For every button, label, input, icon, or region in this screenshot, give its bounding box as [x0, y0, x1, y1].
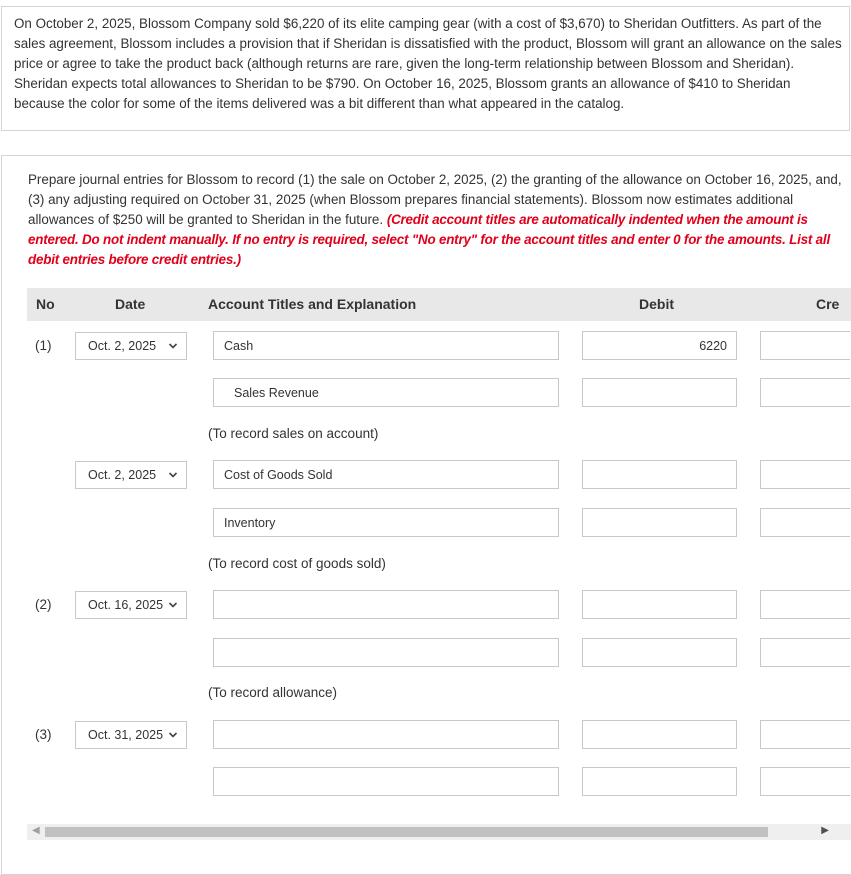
date-value: Oct. 31, 2025 — [88, 728, 164, 742]
debit-input[interactable] — [582, 767, 737, 796]
date-select[interactable] — [75, 461, 187, 489]
debit-input[interactable] — [582, 460, 737, 489]
credit-input[interactable] — [760, 460, 850, 489]
entry-number: (2) — [35, 597, 52, 612]
account-value: Cost of Goods Sold — [224, 468, 333, 482]
header-date: Date — [115, 296, 146, 312]
date-select[interactable] — [75, 591, 187, 619]
account-input[interactable] — [213, 638, 559, 667]
account-input[interactable] — [213, 767, 559, 796]
prompt-text — [28, 170, 843, 270]
account-value: Cash — [224, 339, 254, 353]
credit-input[interactable] — [760, 508, 850, 537]
credit-input[interactable] — [760, 720, 850, 749]
chevron-down-icon — [168, 467, 178, 486]
date-value: Oct. 16, 2025 — [88, 598, 164, 612]
account-input[interactable] — [213, 378, 559, 407]
credit-input[interactable] — [760, 331, 850, 360]
account-input[interactable] — [213, 720, 559, 749]
horizontal-scrollbar[interactable] — [27, 824, 851, 840]
entry-number: (1) — [35, 338, 52, 353]
scrollbar-thumb[interactable] — [45, 827, 768, 837]
debit-input[interactable] — [582, 590, 737, 619]
date-value: Oct. 2, 2025 — [88, 339, 157, 353]
header-debit: Debit — [639, 296, 674, 312]
entry-explanation: (To record cost of goods sold) — [208, 556, 386, 571]
chevron-down-icon — [168, 727, 178, 746]
credit-input[interactable] — [760, 590, 850, 619]
date-select[interactable] — [75, 721, 187, 749]
date-value: Oct. 2, 2025 — [88, 468, 157, 482]
account-input[interactable] — [213, 508, 559, 537]
triangle-right-icon[interactable]: ▶ — [821, 825, 829, 836]
entry-number: (3) — [35, 727, 52, 742]
account-input[interactable] — [213, 331, 559, 360]
debit-input[interactable] — [582, 331, 737, 360]
header-account: Account Titles and Explanation — [208, 296, 417, 312]
account-input[interactable] — [213, 590, 559, 619]
question-text: On October 2, 2025, Blossom Company sold $6,220 of its elite camping gear (with a cost of $3,670) to Sheridan Outfitters. As part of the sales agreement, Blossom includes a provision that if Sheridan is dissatisfied with the product, Blossom will grant an allowance on the sales price or agree to take the product back (although returns are rare, given the long-term relationship between Blossom and Sheridan). Sheridan expects total allowances to Sheridan to be $790. On October 16, 2025, Blossom grants an allowance of $410 to Sheridan because the color for some of the items delivered was a bit different than what appeared in the catalog. — [14, 16, 842, 111]
account-value: Sales Revenue — [234, 386, 319, 400]
journal-table-header — [27, 288, 851, 321]
credit-input[interactable] — [760, 767, 850, 796]
debit-input[interactable] — [582, 378, 737, 407]
debit-input[interactable] — [582, 720, 737, 749]
credit-input[interactable] — [760, 378, 850, 407]
header-no: No — [36, 296, 55, 312]
prompt-instruction: (Credit account titles are automatically indented when the amount is entered. Do not indent manually. If no entry is required, select "No entry" for the account titles and enter 0 for the amounts. List all debit entries before credit entries.) — [28, 212, 830, 267]
date-select[interactable] — [75, 332, 187, 360]
chevron-down-icon — [168, 597, 178, 616]
debit-input[interactable] — [582, 638, 737, 667]
account-value: Inventory — [224, 516, 276, 530]
chevron-down-icon — [168, 338, 178, 357]
account-input[interactable] — [213, 460, 559, 489]
triangle-left-icon[interactable]: ◀ — [32, 825, 40, 836]
credit-input[interactable] — [760, 638, 850, 667]
header-credit: Cre — [816, 296, 840, 312]
prompt-body: Prepare journal entries for Blossom to record (1) the sale on October 2, 2025, (2) the granting of the allowance on October 16, 2025, and, (3) any adjusting required on October 31, 2025 (when Blossom prepares financial statements). Blossom now estimates additional allowances of $250 will be granted to Sheridan in the future. — [28, 172, 842, 227]
debit-input[interactable] — [582, 508, 737, 537]
entry-explanation: (To record sales on account) — [208, 426, 379, 441]
debit-value: 6220 — [699, 339, 727, 353]
entry-explanation: (To record allowance) — [208, 685, 338, 700]
